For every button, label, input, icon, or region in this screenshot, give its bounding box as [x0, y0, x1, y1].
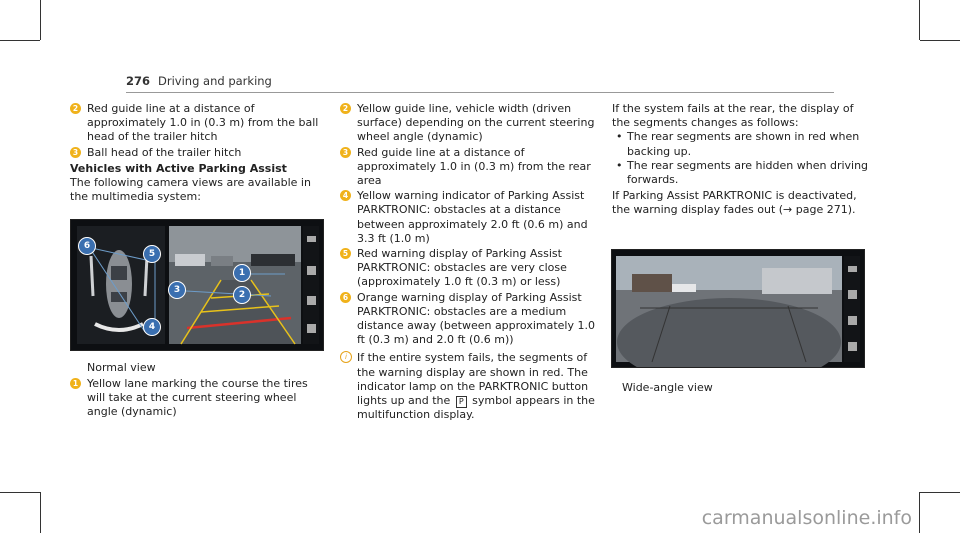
crop-mark — [920, 40, 960, 41]
marker-badge: 5 — [340, 248, 351, 259]
menu-icon — [848, 290, 857, 299]
column-1 — [70, 102, 328, 204]
menu-icon — [848, 316, 857, 325]
menu-icon — [848, 266, 857, 272]
menu-icon — [307, 296, 316, 305]
crop-mark — [40, 492, 41, 533]
item-text: Yellow lane marking the course the tires will take at the current steering wheel angle (dynamic) — [87, 377, 308, 419]
bullet-item: • The rear segments are hidden when driving forwards. — [612, 159, 874, 187]
page-header — [126, 74, 272, 88]
column-2 — [340, 102, 602, 423]
callout-label: 2 — [233, 286, 251, 304]
marker-badge: 3 — [340, 147, 351, 158]
item-text: Ball head of the trailer hitch — [87, 145, 242, 159]
item-text: Red guide line at a distance of approximately 1.0 in (0.3 m) from the rear area — [357, 145, 591, 188]
callout-label: 3 — [168, 281, 186, 299]
section-heading: Vehicles with Active Parking Assist — [70, 161, 287, 175]
list-item — [340, 189, 602, 246]
note-text-end: symbol appears in the multifunction display. — [357, 394, 595, 422]
info-icon: i — [340, 351, 352, 363]
item-text: Orange warning display of Parking Assist PARKTRONIC: obstacles are a medium distance away (between approximately 1.0 ft (0.3 m) and 2.0 ft (0.6 m)) — [357, 290, 595, 347]
callout-label: 5 — [143, 245, 161, 263]
callout-label: 4 — [143, 318, 161, 336]
crop-mark — [40, 0, 41, 40]
intro-text: The following camera views are available in the multimedia system: — [70, 176, 311, 204]
figure-caption: Normal view — [87, 361, 156, 374]
normal-view-drawing — [71, 220, 323, 350]
intro-text: If the system fails at the rear, the display of the segments changes as follows: — [612, 102, 854, 130]
marker-badge: 6 — [340, 292, 351, 303]
normal-view-image — [70, 219, 324, 351]
crop-mark — [920, 492, 960, 493]
callout-label: 6 — [78, 237, 96, 255]
watermark: carmanualsonline.info — [701, 507, 912, 529]
marker-badge: 3 — [70, 147, 81, 158]
item-text: Red warning display of Parking Assist PARKTRONIC: obstacles are very close (approximately 1.0 ft (0.3 m) or less) — [357, 247, 567, 289]
note — [340, 351, 602, 422]
list-item — [70, 377, 328, 420]
wide-angle-view-drawing — [612, 250, 864, 367]
wide-angle-view-image — [611, 249, 865, 368]
marker-badge: 4 — [340, 190, 351, 201]
list-item — [340, 102, 602, 145]
menu-icon — [848, 342, 857, 351]
list-item — [340, 247, 602, 290]
column-1-lower — [70, 377, 328, 421]
deactivation-text: If Parking Assist PARKTRONIC is deactivated, the warning display fades out (→ page 271). — [612, 189, 857, 217]
bullet-item: • The rear segments are shown in red when backing up. — [612, 130, 874, 158]
callout-label: 1 — [233, 264, 251, 282]
list-item — [340, 146, 602, 189]
item-text: Yellow guide line, vehicle width (driven surface) depending on the current steering wheel angle (dynamic) — [357, 102, 595, 144]
marker-badge: 2 — [70, 103, 81, 114]
list-item — [70, 146, 328, 160]
list-item — [340, 291, 602, 348]
note-text: If the entire system fails, the segments of the warning display are shown in red. The indicator lamp on the PARKTRONIC button lights up and the — [357, 351, 589, 408]
crop-mark — [0, 492, 40, 493]
item-text: Red guide line at a distance of approximately 1.0 in (0.3 m) from the ball head of the trailer hitch — [87, 102, 319, 144]
page-number: 276 — [126, 74, 151, 88]
header-rule — [126, 92, 834, 93]
item-text: Yellow warning indicator of Parking Assist PARKTRONIC: obstacles at a distance between approximately 2.0 ft (0.6 m) and 3.3 ft (1.0 m) — [357, 189, 588, 245]
figure-caption: Wide-angle view — [622, 381, 713, 394]
section-title: Driving and parking — [158, 74, 272, 88]
parktronic-symbol-icon: P — [456, 396, 467, 408]
menu-icon — [307, 236, 316, 242]
list-item — [70, 102, 328, 145]
marker-badge: 2 — [340, 103, 351, 114]
menu-icon — [307, 324, 316, 333]
marker-badge: 1 — [70, 378, 81, 389]
crop-mark — [0, 40, 40, 41]
crop-mark — [919, 492, 920, 533]
column-3 — [612, 102, 874, 218]
menu-icon — [307, 266, 316, 275]
car-icon — [106, 250, 132, 318]
crop-mark — [919, 0, 920, 40]
